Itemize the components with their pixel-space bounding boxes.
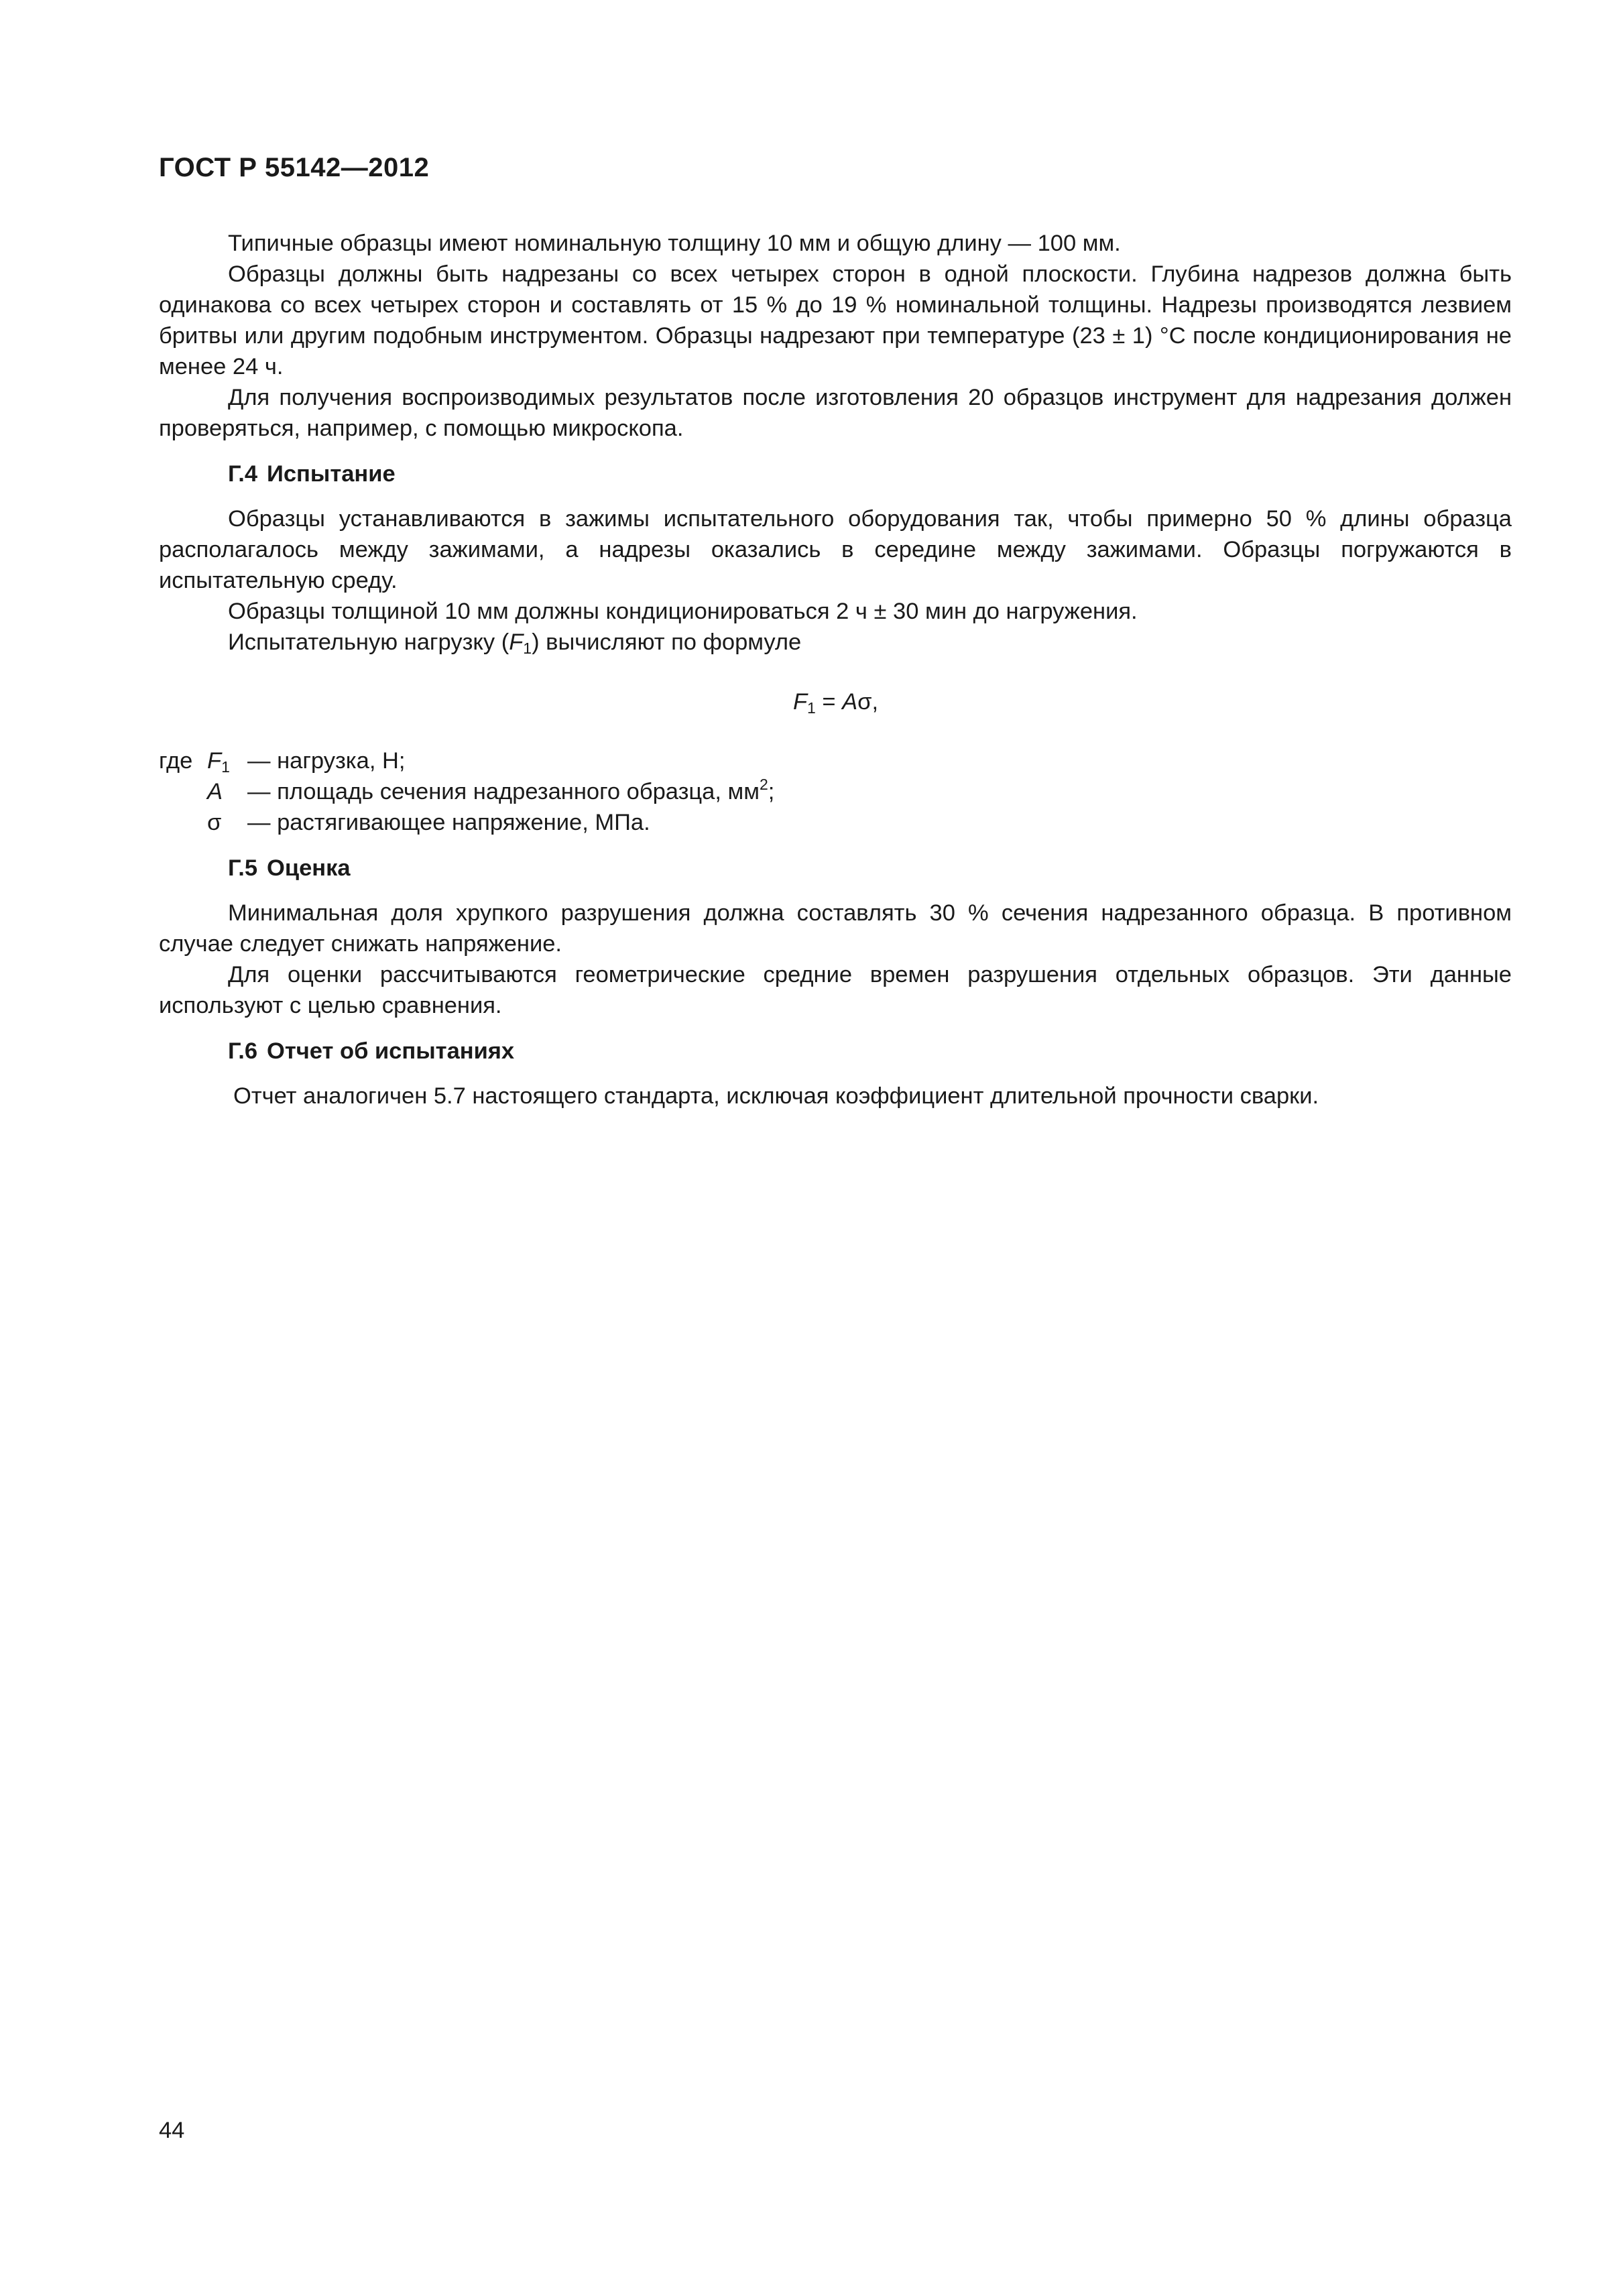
definition-text: — растягивающее напряжение, МПа. (247, 810, 650, 835)
definition-symbol: A (207, 779, 223, 804)
definition-body: — площадь сечения надрезанного образца, мм (247, 779, 760, 804)
section-title: Оценка (267, 855, 351, 881)
formula-sigma: σ (857, 689, 872, 715)
definition-text (247, 776, 1512, 807)
force-symbol: F (509, 629, 524, 655)
section-number: Г.5 (228, 855, 258, 881)
formula-equals: = (815, 689, 843, 715)
section-heading-g6 (159, 1036, 1512, 1067)
section-number: Г.6 (228, 1038, 258, 1064)
definition-text: — нагрузка, Н; (247, 748, 406, 774)
definition-row (159, 807, 1512, 838)
unit-superscript: 2 (759, 776, 768, 793)
force-subscript: 1 (523, 640, 532, 657)
formula-comma: , (871, 689, 879, 715)
formula-area: A (842, 689, 858, 715)
where-label: где (159, 748, 193, 774)
section-heading-g5 (159, 853, 1512, 884)
text-suffix: ) вычисляют по формуле (532, 629, 802, 655)
g4-paragraph-1: Образцы устанавливаются в зажимы испытательного оборудования так, чтобы примерно 50 % длины образца располагалось между зажимами, а надрезы оказались в середине между зажимами. Образцы погружаются в испытательную среду. (159, 506, 1512, 593)
page-number: 44 (159, 2118, 185, 2143)
symbol-letter: F (207, 748, 222, 774)
definition-symbol (207, 745, 247, 776)
definition-row (159, 745, 1512, 776)
intro-paragraph-2: Образцы должны быть надрезаны со всех четырех сторон в одной плоскости. Глубина надрезов должна быть одинакова со всех четырех сторон и составлять от 15 % до 19 % номинальной толщины. Надрезы производятся лезвием бритвы или другим подобным инструментом. Образцы надрезают при температуре (23 ± 1) °С после кондиционирования не менее 24 ч. (159, 261, 1512, 379)
section-heading-g4 (159, 459, 1512, 489)
section-title: Испытание (267, 461, 396, 487)
variable-definitions (159, 745, 1512, 838)
formula-lhs: F (792, 689, 808, 715)
g4-paragraph-2: Образцы толщиной 10 мм должны кондиционироваться 2 ч ± 30 мин до нагружения. (228, 599, 1138, 624)
formula-lhs-subscript: 1 (807, 699, 816, 717)
g5-paragraph-1: Минимальная доля хрупкого разрушения должна составлять 30 % сечения надрезанного образца. В противном случае следует снижать напряжение. (159, 900, 1512, 957)
document-header: ГОСТ Р 55142—2012 (159, 153, 430, 182)
g4-paragraph-3 (159, 627, 1512, 658)
intro-paragraph-3: Для получения воспроизводимых результатов после изготовления 20 образцов инструмент для надрезания должен проверяться, например, с помощью микроскопа. (159, 385, 1512, 441)
symbol-subscript: 1 (221, 758, 230, 776)
section-number: Г.4 (228, 461, 258, 487)
intro-paragraph-1: Типичные образцы имеют номинальную толщину 10 мм и общую длину — 100 мм. (228, 231, 1121, 256)
definition-symbol: σ (207, 810, 222, 835)
indent-spacer (159, 776, 207, 807)
section-title: Отчет об испытаниях (267, 1038, 515, 1064)
formula (159, 686, 1512, 717)
g6-paragraph-1: Отчет аналогичен 5.7 настоящего стандарта, исключая коэффициент длительной прочности сварки. (233, 1083, 1319, 1109)
document-body (159, 228, 1512, 1111)
indent-spacer (159, 807, 207, 838)
text-prefix: Испытательную нагрузку ( (228, 629, 509, 655)
definition-row (159, 776, 1512, 807)
g5-paragraph-2: Для оценки рассчитываются геометрические средние времен разрушения отдельных образцов. Эти данные используют с целью сравнения. (159, 962, 1512, 1018)
definition-tail: ; (768, 779, 775, 804)
